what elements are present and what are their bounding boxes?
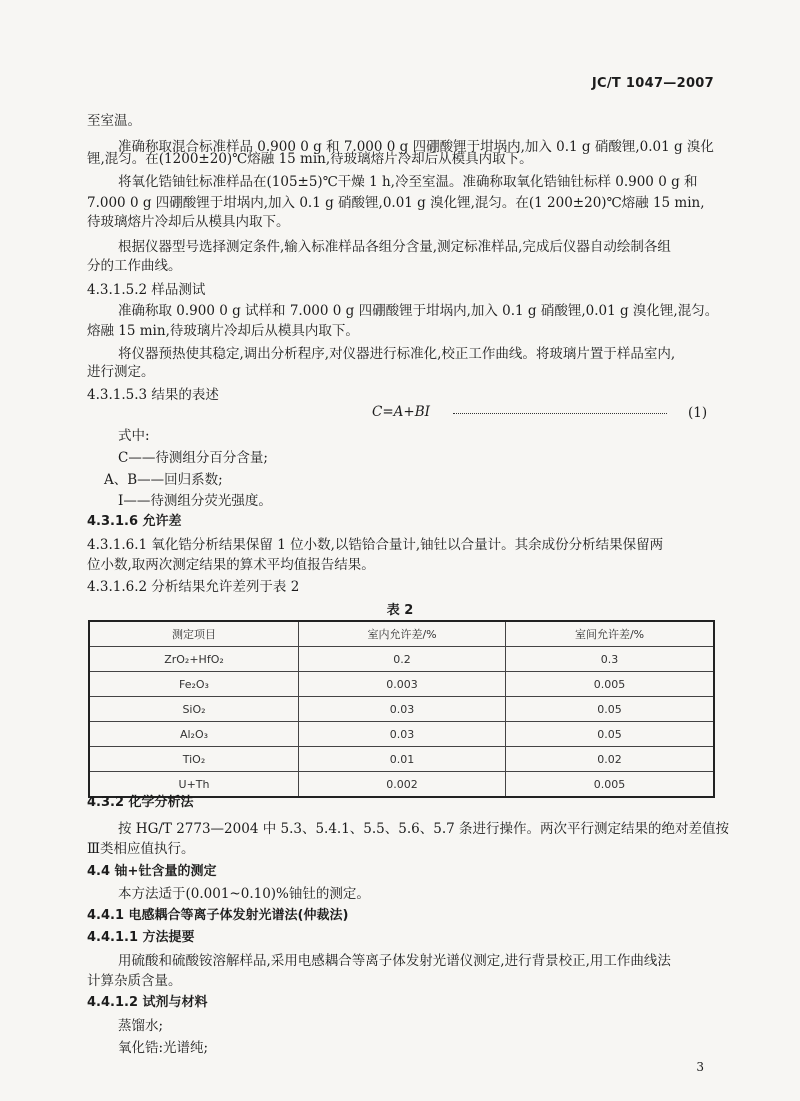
- table-cell: 0.002: [299, 772, 506, 798]
- table-cell: Al₂O₃: [89, 722, 299, 747]
- table-cell: 0.05: [506, 697, 714, 722]
- text-line: Ⅲ类相应值执行。: [87, 841, 195, 857]
- table-cell: TiO₂: [89, 747, 299, 772]
- text-line: 将氧化锆铀钍标准样品在(105±5)℃干燥 1 h,冷至室温。准确称取氧化锆铀钍标样 0.900 0 g 和: [118, 174, 698, 190]
- table-cell: 0.005: [506, 672, 714, 697]
- formula-number: (1): [688, 405, 708, 421]
- table-cell: SiO₂: [89, 697, 299, 722]
- section-heading: 4.4.1.1 方法提要: [87, 930, 195, 945]
- text-line: 蒸馏水;: [118, 1018, 164, 1034]
- text-line: 进行测定。: [87, 364, 155, 380]
- table-row: [89, 647, 714, 672]
- formula-leader: [453, 405, 667, 414]
- table-cell: 0.005: [506, 772, 714, 798]
- section-heading: 4.3.1.6.2 分析结果允许差列于表 2: [87, 579, 300, 595]
- section-heading: 4.3.2 化学分析法: [87, 795, 194, 810]
- table-row: [89, 672, 714, 697]
- text-line: 计算杂质含量。: [87, 973, 182, 989]
- table-cell: 0.03: [299, 722, 506, 747]
- text-line: 按 HG/T 2773—2004 中 5.3、5.4.1、5.5、5.6、5.7 条进行操作。两次平行测定结果的绝对差值按: [118, 821, 730, 837]
- text-line: 熔融 15 min,待玻璃片冷却后从模具内取下。: [87, 323, 359, 339]
- text-line: 氧化锆:光谱纯;: [118, 1040, 209, 1056]
- table-cell: 0.05: [506, 722, 714, 747]
- table-cell: 0.01: [299, 747, 506, 772]
- table-header-cell: 室内允许差/%: [299, 621, 506, 647]
- text-line: 位小数,取两次测定结果的算术平均值报告结果。: [87, 557, 375, 573]
- table-cell: 0.02: [506, 747, 714, 772]
- text-line: 根据仪器型号选择测定条件,输入标准样品各组分含量,测定标准样品,完成后仪器自动绘制各组: [118, 239, 671, 255]
- section-heading: 4.3.1.5.2 样品测试: [87, 282, 206, 298]
- table-cell: 0.3: [506, 647, 714, 672]
- formula: C=A+BI: [372, 404, 430, 420]
- section-heading: 4.4.1.2 试剂与材料: [87, 995, 208, 1010]
- table-cell: 0.2: [299, 647, 506, 672]
- table-cell: ZrO₂+HfO₂: [89, 647, 299, 672]
- table-header-cell: 测定项目: [89, 621, 299, 647]
- table-cell: U+Th: [89, 772, 299, 798]
- text-line: 准确称取 0.900 0 g 试样和 7.000 0 g 四硼酸锂于坩埚内,加入 0.1 g 硝酸锂,0.01 g 溴化锂,混匀。: [118, 303, 719, 319]
- text-line: 将仪器预热使其稳定,调出分析程序,对仪器进行标准化,校正工作曲线。将玻璃片置于样品室内,: [118, 346, 676, 362]
- section-heading: 4.4.1 电感耦合等离子体发射光谱法(仲裁法): [87, 908, 349, 923]
- text-line: 用硫酸和硫酸铵溶解样品,采用电感耦合等离子体发射光谱仪测定,进行背景校正,用工作曲线法: [118, 953, 671, 969]
- table-cell: Fe₂O₃: [89, 672, 299, 697]
- table-row: [89, 722, 714, 747]
- text-line: 分的工作曲线。: [87, 258, 182, 274]
- document-code: JC/T 1047—2007: [591, 76, 714, 91]
- table-header-cell: 室间允许差/%: [506, 621, 714, 647]
- text-line: 准确称取混合标准样品 0.900 0 g 和 7.000 0 g 四硼酸锂于坩埚内,加入 0.1 g 硝酸锂,0.01 g 溴化: [118, 139, 714, 155]
- text-line: 7.000 0 g 四硼酸锂于坩埚内,加入 0.1 g 硝酸锂,0.01 g 溴化锂,混匀。在(1 200±20)℃熔融 15 min,: [87, 195, 705, 211]
- section-heading: 4.4 铀+钍含量的测定: [87, 864, 217, 879]
- variable-definition: A、B——回归系数;: [104, 472, 223, 488]
- text-line: 本方法适于(0.001~0.10)%铀钍的测定。: [118, 886, 370, 902]
- tolerance-table: [88, 620, 715, 798]
- table-row: [89, 697, 714, 722]
- variable-definition: I——待测组分荧光强度。: [118, 493, 272, 509]
- section-heading: 4.3.1.6 允许差: [87, 514, 182, 529]
- text-line: 待玻璃熔片冷却后从模具内取下。: [87, 214, 290, 230]
- section-heading: 4.3.1.5.3 结果的表述: [87, 387, 219, 403]
- variable-definition: C——待测组分百分含量;: [118, 450, 268, 466]
- table-caption: 表 2: [386, 603, 414, 618]
- text-line: 4.3.1.6.1 氧化锆分析结果保留 1 位小数,以锆铪合量计,铀钍以合量计。其余成份分析结果保留两: [87, 537, 664, 553]
- page-number: 3: [696, 1060, 704, 1074]
- table-cell: 0.003: [299, 672, 506, 697]
- text-line: 锂,混匀。在(1200±20)℃熔融 15 min,待玻璃熔片冷却后从模具内取下。: [87, 151, 533, 167]
- text-line: 至室温。: [87, 113, 141, 129]
- table-cell: 0.03: [299, 697, 506, 722]
- text-line: 式中:: [118, 428, 150, 444]
- table-header-row: [89, 621, 714, 647]
- table-row: [89, 747, 714, 772]
